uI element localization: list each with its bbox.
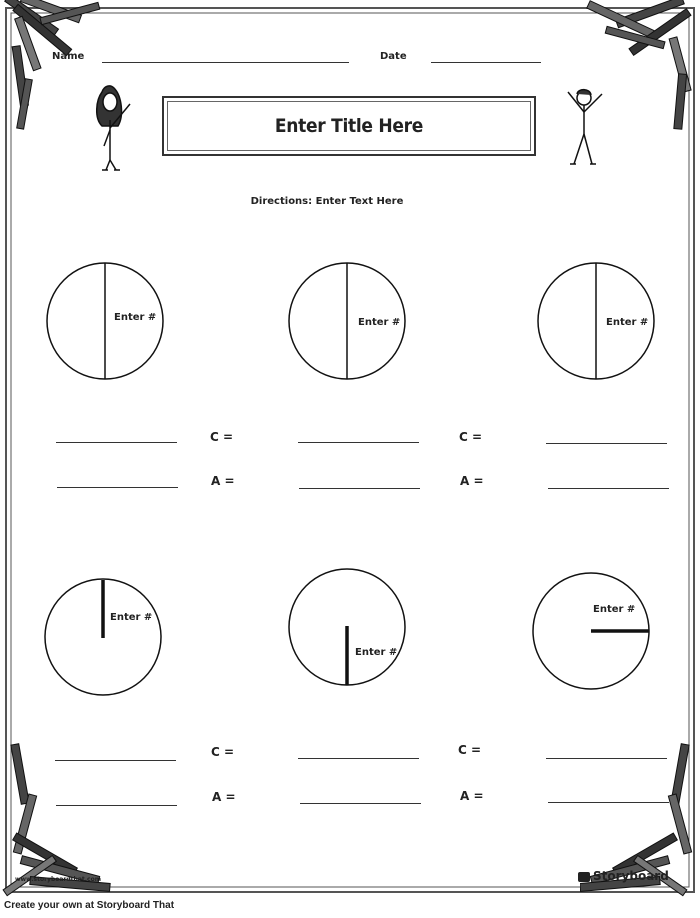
area-label: A = <box>211 474 235 488</box>
answer-line[interactable] <box>300 803 421 804</box>
circle-diagram-4 <box>38 572 168 702</box>
footer-text: Create your own at Storyboard That <box>4 900 175 911</box>
date-field-line[interactable] <box>431 62 541 63</box>
circle-6-label[interactable]: Enter # <box>593 604 636 615</box>
watermark-url: www.storyboardthat.com <box>15 876 101 883</box>
date-label: Date <box>380 51 407 62</box>
answer-line[interactable] <box>548 488 669 489</box>
circle-5-label[interactable]: Enter # <box>355 647 398 658</box>
circumference-label: C = <box>210 430 234 444</box>
circle-diagram-5 <box>283 563 413 693</box>
worksheet-title: Enter Title Here <box>274 115 424 137</box>
circumference-label: C = <box>459 430 483 444</box>
circle-2-label[interactable]: Enter # <box>358 317 401 328</box>
answer-line[interactable] <box>55 760 176 761</box>
answer-line[interactable] <box>548 802 669 803</box>
boy-character <box>560 82 615 172</box>
circumference-label: C = <box>211 745 235 759</box>
area-label: A = <box>212 790 236 804</box>
answer-line[interactable] <box>546 443 667 444</box>
name-field-line[interactable] <box>102 62 349 63</box>
circle-1-label[interactable]: Enter # <box>114 312 157 323</box>
answer-line[interactable] <box>56 805 177 806</box>
girl-character <box>88 80 143 175</box>
storyboard-brand <box>578 869 669 883</box>
answer-line[interactable] <box>298 758 419 759</box>
circle-diagram-6 <box>526 566 656 696</box>
storyboard-logo-icon <box>578 872 590 882</box>
name-label: Name <box>52 51 85 62</box>
circle-4-label[interactable]: Enter # <box>110 612 153 623</box>
directions-text: Directions: Enter Text Here <box>250 196 404 207</box>
answer-line[interactable] <box>299 488 420 489</box>
answer-line[interactable] <box>57 487 178 488</box>
answer-line[interactable] <box>56 442 177 443</box>
circle-3-label[interactable]: Enter # <box>606 317 649 328</box>
answer-line[interactable] <box>546 758 667 759</box>
area-label: A = <box>460 789 484 803</box>
storyboard-brand-text: Storyboard <box>593 869 669 883</box>
circumference-label: C = <box>458 743 482 757</box>
answer-line[interactable] <box>298 442 419 443</box>
title-box[interactable] <box>162 96 536 156</box>
area-label: A = <box>460 474 484 488</box>
